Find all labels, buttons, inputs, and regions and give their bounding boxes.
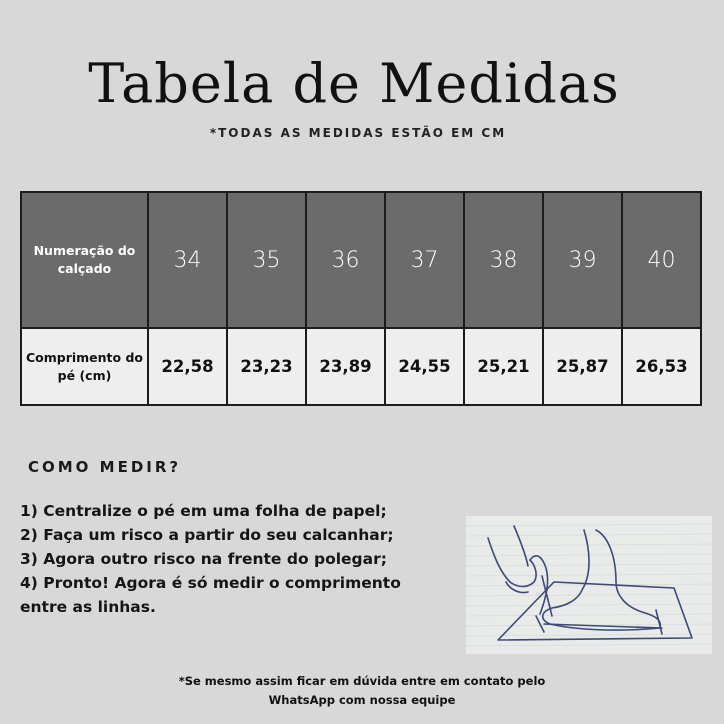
size-cell: 37: [385, 192, 464, 328]
size-cell: 40: [622, 192, 701, 328]
foot-measure-illustration: [466, 516, 712, 654]
size-row-label: Numeração do calçado: [21, 192, 148, 328]
contact-note: [0, 672, 724, 710]
length-cell: 23,23: [227, 328, 306, 405]
how-to-title: COMO MEDIR?: [28, 458, 182, 476]
foot-drawing-icon: [466, 516, 712, 654]
length-cell: 22,58: [148, 328, 227, 405]
size-cell: 38: [464, 192, 543, 328]
page-title: Tabela de Medidas: [88, 52, 620, 115]
length-row-label: Comprimento do pé (cm): [21, 328, 148, 405]
step-item: 1) Centralize o pé em uma folha de papel;: [20, 502, 387, 520]
step-item: 2) Faça um risco a partir do seu calcanhar;: [20, 526, 394, 544]
size-row: [21, 192, 701, 328]
length-row: [21, 328, 701, 405]
units-note: *TODAS AS MEDIDAS ESTÃO EM CM: [209, 126, 507, 140]
contact-note-line: *Se mesmo assim ficar em dúvida entre em contato pelo: [178, 674, 546, 688]
step-item: entre as linhas.: [20, 598, 156, 616]
step-item: 4) Pronto! Agora é só medir o comprimento: [20, 574, 401, 592]
length-cell: 26,53: [622, 328, 701, 405]
size-cell: 36: [306, 192, 385, 328]
contact-note-line: WhatsApp com nossa equipe: [268, 693, 456, 707]
length-cell: 25,87: [543, 328, 622, 405]
length-cell: 25,21: [464, 328, 543, 405]
size-cell: 39: [543, 192, 622, 328]
size-table: [20, 191, 702, 406]
length-cell: 24,55: [385, 328, 464, 405]
size-cell: 34: [148, 192, 227, 328]
length-cell: 23,89: [306, 328, 385, 405]
size-cell: 35: [227, 192, 306, 328]
step-item: 3) Agora outro risco na frente do polegar;: [20, 550, 387, 568]
how-to-steps: [20, 499, 460, 619]
